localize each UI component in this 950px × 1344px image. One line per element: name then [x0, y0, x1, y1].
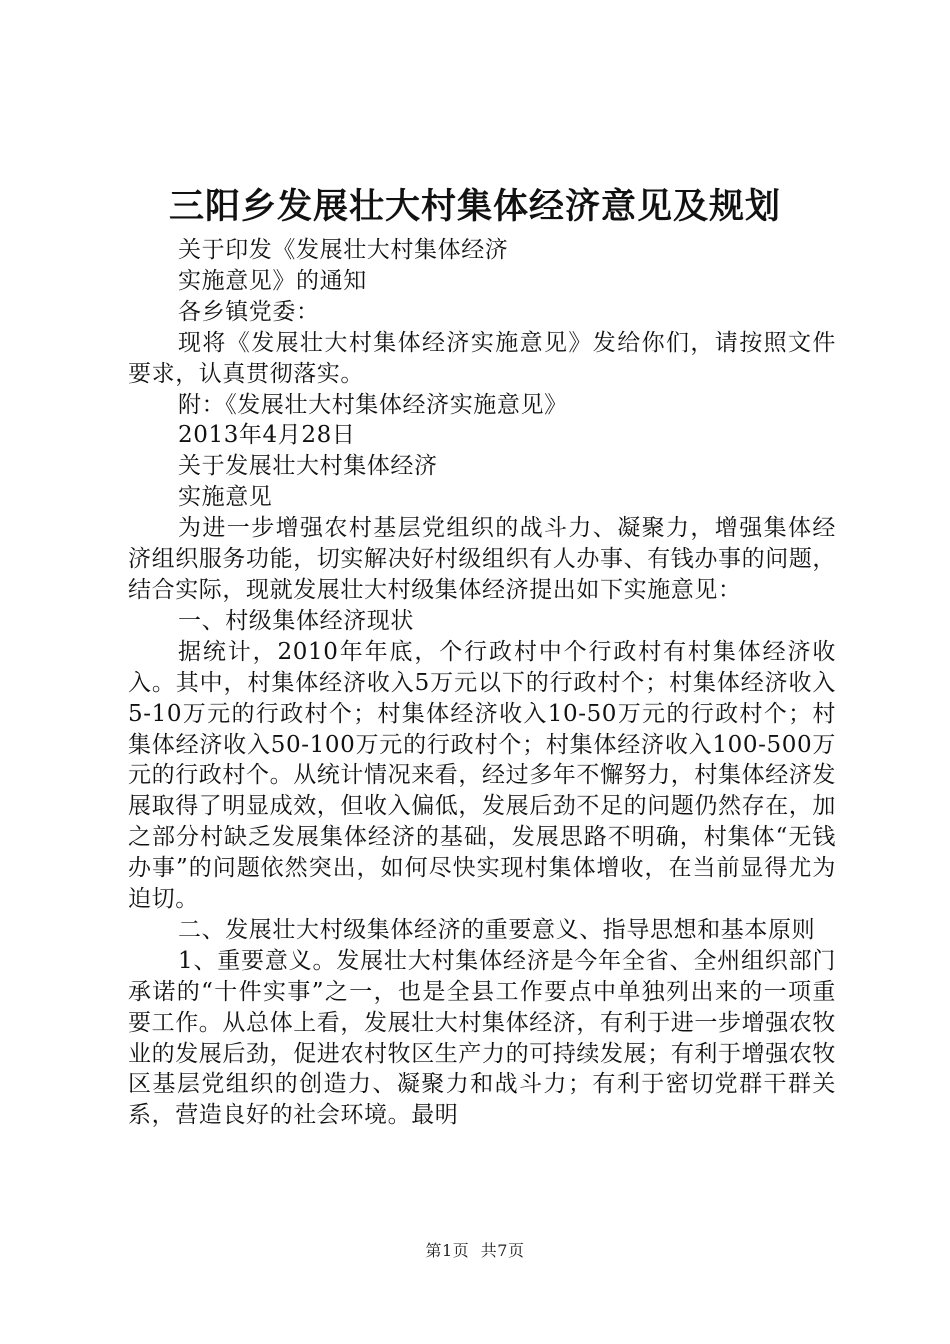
page-number: 第1页 [425, 1241, 470, 1260]
document-title: 三阳乡发展壮大村集体经济意见及规划 [168, 186, 781, 227]
opinion-title-line-1: 关于发展壮大村集体经济 [178, 453, 438, 480]
date-line: 2013年4月28日 [178, 422, 356, 449]
page-footer [0, 1239, 950, 1263]
notice-body: 现将《发展壮大村集体经济实施意见》发给你们，请按照文件要求，认真贯彻落实。 [128, 329, 836, 387]
significance-paragraph: 1、重要意义。发展壮大村集体经济是今年全省、全州组织部门承诺的“十件实事”之一，也是全县工作要点中单独列出来的一项重要工作。从总体上看，发展壮大村集体经济，有利于进一步增强农牧业的发展后劲，促进农村牧区生产力的可持续发展；有利于增强农牧区基层党组织的创造力、凝聚力和战斗力；有利于密切党群干群关系，营造良好的社会环境。最明 [128, 947, 836, 1129]
section-heading-1: 一、村级集体经济现状 [178, 607, 414, 634]
page-total: 共7页 [480, 1241, 525, 1260]
section-heading-2: 二、发展壮大村级集体经济的重要意义、指导思想和基本原则 [178, 916, 816, 943]
notice-heading-line-2: 实施意见》的通知 [178, 267, 367, 294]
intro-paragraph: 为进一步增强农村基层党组织的战斗力、凝聚力，增强集体经济组织服务功能，切实解决好村级组织有人办事、有钱办事的问题，结合实际，现就发展壮大村级集体经济提出如下实施意见： [128, 515, 836, 603]
document-body [128, 235, 836, 1131]
opinion-title-line-2: 实施意见 [178, 484, 273, 511]
notice-heading-line-1: 关于印发《发展壮大村集体经济 [178, 237, 509, 263]
statistics-paragraph: 据统计，2010年年底，个行政村中个行政村有村集体经济收入。其中，村集体经济收入5万元以下的行政村个；村集体经济收入5-10万元的行政村个；村集体经济收入10-50万元的行政村个；村集体经济收入50-100万元的行政村个；村集体经济收入100-500万元的行政村个。从统计情况来看，经过多年不懈努力，村集体经济发展取得了明显成效，但收入偏低，发展后劲不足的问题仍然存在，加之部分村缺乏发展集体经济的基础，发展思路不明确，村集体“无钱办事”的问题依然突出，如何尽快实现村集体增收，在当前显得尤为迫切。 [128, 638, 836, 913]
salutation: 各乡镇党委： [178, 298, 320, 325]
attachment-line: 附：《发展壮大村集体经济实施意见》 [178, 391, 568, 418]
